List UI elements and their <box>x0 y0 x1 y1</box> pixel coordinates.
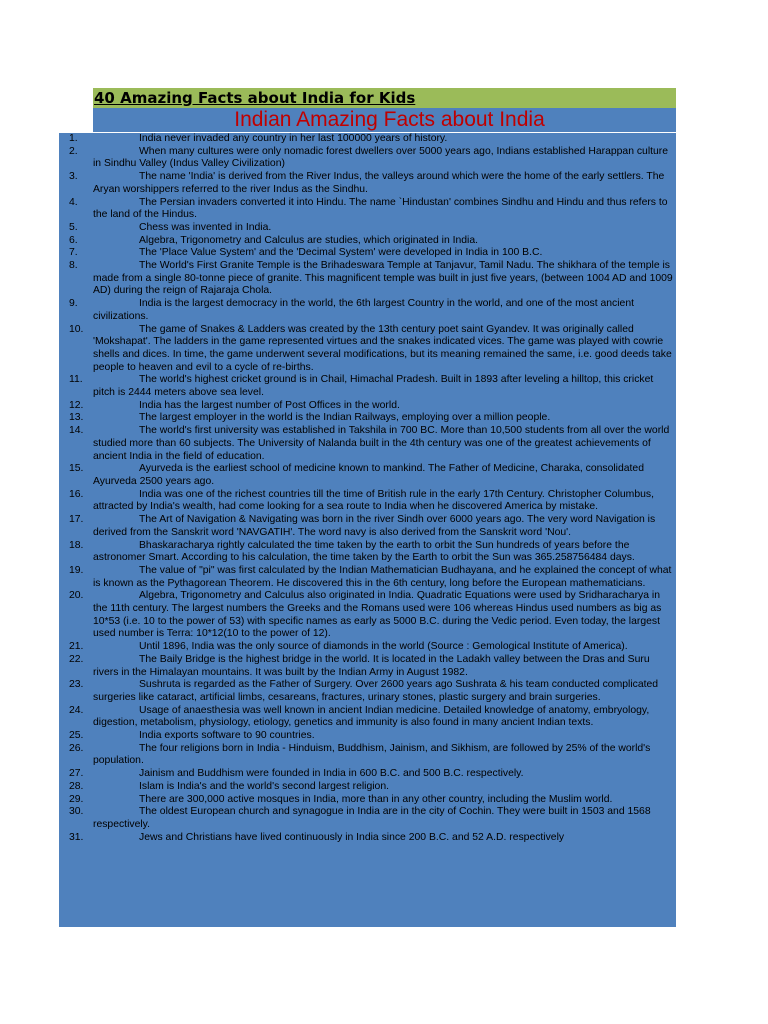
fact-item <box>69 133 676 146</box>
fact-item <box>69 298 676 323</box>
fact-number: 2. <box>69 145 78 157</box>
fact-item <box>69 247 676 260</box>
fact-item <box>69 374 676 399</box>
fact-number: 11. <box>69 374 83 386</box>
fact-item <box>69 514 676 539</box>
fact-item <box>69 806 676 831</box>
fact-text: India exports software to 90 countries. <box>139 730 315 742</box>
fact-number: 24. <box>69 704 84 716</box>
fact-item <box>69 463 676 488</box>
fact-number: 9. <box>69 298 78 310</box>
fact-item <box>69 221 676 235</box>
fact-text: The Persian invaders converted it into Hindu. The name `Hindustan' combines Sindhu and Hindu and thus refers to the land of the Hindus. <box>93 196 668 221</box>
fact-text: Until 1896, India was the only source of diamonds in the world (Source : Gemological Institute of America). <box>139 641 628 653</box>
fact-text: Jainism and Buddhism were founded in India in 600 B.C. and 500 B.C. respectively. <box>139 768 524 780</box>
fact-number: 14. <box>69 425 84 437</box>
fact-text: When many cultures were only nomadic forest dwellers over 5000 years ago, Indians established Harappan culture in Sindhu Valley (Indus Valley Civilization) <box>93 145 669 170</box>
fact-text: The world's highest cricket ground is in Chail, Himachal Pradesh. Built in 1893 after leveling a hilltop, this cricket pitch is 2444 meters above sea level. <box>93 374 654 399</box>
fact-text: India was one of the richest countries till the time of British rule in the early 17th Century. Christopher Columbus, attracted by India's wealth, had come looking for a sea route to India when he discovered America by mistake. <box>93 488 654 513</box>
fact-text: Algebra, Trigonometry and Calculus are studies, which originated in India. <box>139 234 479 246</box>
fact-item <box>69 488 676 514</box>
fact-number: 31. <box>69 831 84 843</box>
fact-text: Usage of anaesthesia was well known in ancient Indian medicine. Detailed knowledge of anatomy, embryology, digestion, metabolism, physiology, etiology, genetics and immunity is also found in many ancient Indian texts. <box>93 704 650 729</box>
fact-text: The World's First Granite Temple is the Brihadeswara Temple at Tanjavur, Tamil Nadu. The shikhara of the temple is made from a single 80-tonne piece of granite. This magnificent temple was built in just five years, (between 1004 AD and 1009 AD) during the reign of Rajaraja Chola. <box>93 260 673 297</box>
sheet-header <box>93 88 676 132</box>
fact-number: 22. <box>69 653 84 665</box>
fact-item <box>69 679 676 704</box>
fact-number: 10. <box>69 323 84 335</box>
fact-item <box>69 399 676 413</box>
fact-text: Bhaskaracharya rightly calculated the time taken by the earth to orbit the Sun hundreds of years before the astronomer Smart. According to his calculation, the time taken by the Earth to orbit the Sun was 365.258756484 days. <box>93 539 635 564</box>
fact-item <box>69 412 676 425</box>
fact-number: 28. <box>69 780 84 792</box>
fact-number: 20. <box>69 590 84 602</box>
fact-number: 16. <box>69 488 84 500</box>
fact-item <box>69 260 676 298</box>
fact-item <box>69 793 676 807</box>
fact-text: The largest employer in the world is the Indian Railways, employing over a million people. <box>139 412 551 424</box>
fact-text: Islam is India's and the world's second largest religion. <box>139 780 390 792</box>
fact-item <box>69 539 676 565</box>
fact-item <box>69 768 676 781</box>
fact-item <box>69 780 676 794</box>
fact-item <box>69 641 676 654</box>
fact-number: 23. <box>69 679 84 691</box>
fact-text: There are 300,000 active mosques in India, more than in any other country, including the Muslim world. <box>139 793 613 805</box>
fact-text: The oldest European church and synagogue in India are in the city of Cochin. They were built in 1503 and 1568 respectively. <box>93 806 651 830</box>
fact-text: The value of "pi" was first calculated by the Indian Mathematician Budhayana, and he explained the concept of what is known as the Pythagorean Theorem. He discovered this in the 6th century, long before the European mathematicians. <box>93 564 672 589</box>
fact-text: Jews and Christians have lived continuously in India since 200 B.C. and 52 A.D. respectively <box>139 831 565 843</box>
fact-number: 29. <box>69 793 84 805</box>
document-subtitle: Indian Amazing Facts about India <box>93 108 676 132</box>
fact-item <box>69 425 676 463</box>
fact-text: Sushruta is regarded as the Father of Surgery. Over 2600 years ago Sushrata & his team conducted complicated surgeries like cataract, artificial limbs, cesareans, fractures, urinary stones, plastic surgery and brain surgeries. <box>93 679 659 703</box>
facts-block <box>59 133 676 927</box>
fact-number: 7. <box>69 247 78 259</box>
fact-number: 30. <box>69 806 84 818</box>
fact-number: 5. <box>69 221 78 233</box>
fact-text: Chess was invented in India. <box>139 221 272 233</box>
document-title: 40 Amazing Facts about India for Kids <box>93 88 676 108</box>
fact-text: The 'Place Value System' and the 'Decimal System' were developed in India in 100 B.C. <box>139 247 543 259</box>
fact-text: India has the largest number of Post Offices in the world. <box>139 399 400 411</box>
fact-item <box>69 564 676 590</box>
fact-item <box>69 742 676 768</box>
fact-number: 12. <box>69 399 84 411</box>
fact-text: The name 'India' is derived from the River Indus, the valleys around which were the home of the early settlers. The Aryan worshippers referred to the river Indus as the Sindhu. <box>93 171 665 195</box>
fact-number: 27. <box>69 768 84 780</box>
fact-item <box>69 831 676 845</box>
fact-item <box>69 704 676 730</box>
fact-number: 6. <box>69 234 78 246</box>
fact-number: 4. <box>69 196 78 208</box>
facts-list <box>69 133 676 844</box>
fact-item <box>69 323 676 375</box>
fact-text: Ayurveda is the earliest school of medicine known to mankind. The Father of Medicine, Charaka, consolidated Ayurveda 2500 years ago. <box>93 463 644 487</box>
fact-text: Algebra, Trigonometry and Calculus also originated in India. Quadratic Equations were used by Sridharacharya in the 11th century. The largest numbers the Greeks and the Romans used were 106 whereas Hindus used numbers as big as 10*53 (i.e. 10 to the power of 53) with specific names as early as 5000 B.C. during the Vedic period. Even today, the largest used number is Terra: 10*12(10 to the power of 12). <box>93 590 662 640</box>
fact-number: 17. <box>69 514 84 526</box>
fact-number: 26. <box>69 742 84 754</box>
fact-number: 15. <box>69 463 84 475</box>
fact-text: The Art of Navigation & Navigating was born in the river Sindh over 6000 years ago. The very word Navigation is derived from the Sanskrit word 'NAVGATIH'. The word navy is also derived from the Sanskrit word 'Nou'. <box>93 514 656 538</box>
fact-item <box>69 590 676 641</box>
fact-item <box>69 145 676 171</box>
fact-item <box>69 196 676 222</box>
fact-item <box>69 653 676 679</box>
fact-number: 13. <box>69 412 84 424</box>
fact-item <box>69 730 676 743</box>
fact-number: 19. <box>69 564 84 576</box>
fact-item <box>69 234 676 248</box>
fact-item <box>69 171 676 196</box>
fact-text: The Baily Bridge is the highest bridge in the world. It is located in the Ladakh valley between the Dras and Suru rivers in the Himalayan mountains. It was built by the Indian Army in August 1982. <box>93 653 650 678</box>
fact-text: India is the largest democracy in the world, the 6th largest Country in the world, and one of the most ancient civilizations. <box>93 298 634 322</box>
fact-number: 1. <box>69 133 78 144</box>
fact-number: 25. <box>69 730 84 742</box>
fact-text: India never invaded any country in her last 100000 years of history. <box>139 133 448 144</box>
fact-text: The four religions born in India - Hinduism, Buddhism, Jainism, and Sikhism, are followed by 25% of the world's population. <box>93 742 651 767</box>
fact-number: 18. <box>69 539 84 551</box>
fact-text: The world's first university was established in Takshila in 700 BC. More than 10,500 students from all over the world studied more than 60 subjects. The University of Nalanda built in the 4th century was one of the greatest achievements of ancient India in the field of education. <box>93 425 670 462</box>
fact-number: 3. <box>69 171 78 183</box>
fact-number: 8. <box>69 260 78 272</box>
fact-text: The game of Snakes & Ladders was created by the 13th century poet saint Gyandev. It was originally called 'Mokshapat'. The ladders in the game represented virtues and the snakes indicated vices. The game was played with cowrie shells and dices. In time, the game underwent several modifications, but its meaning remained the same, i.e. good deeds take people to heaven and evil to a cycle of re-births. <box>93 323 672 373</box>
fact-number: 21. <box>69 641 84 653</box>
